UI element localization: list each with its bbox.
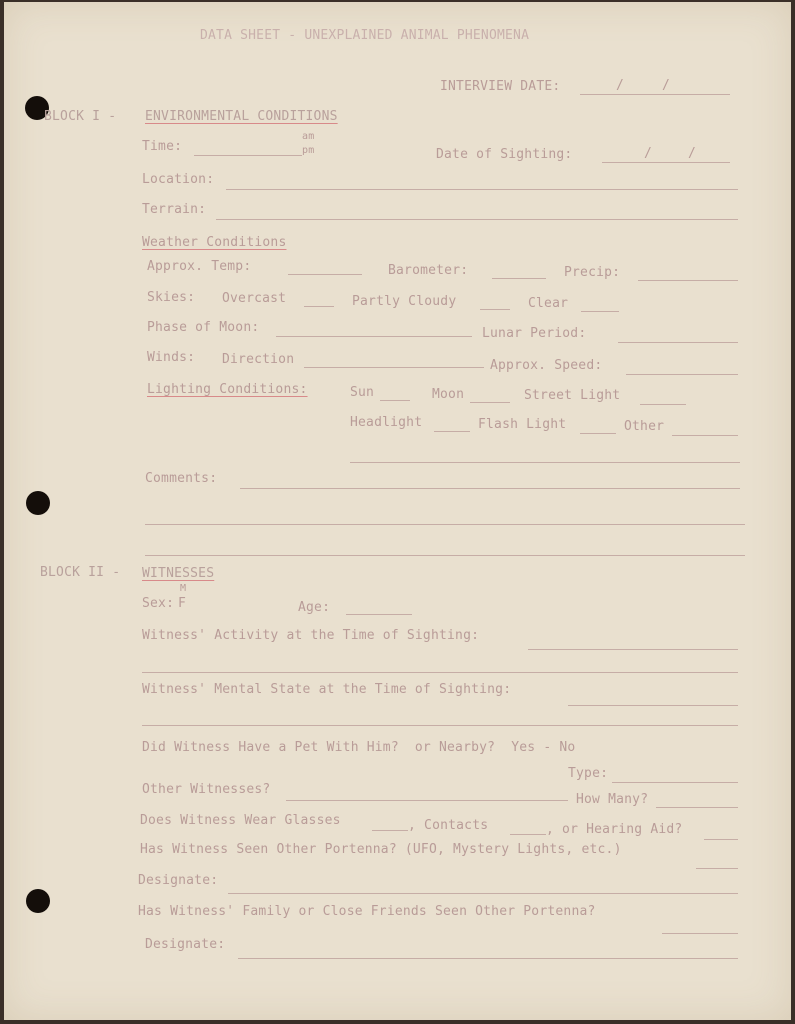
moon-field[interactable] <box>470 402 510 403</box>
designate-label-2: Designate: <box>145 937 226 952</box>
direction-field[interactable] <box>304 367 484 368</box>
pet-type-field[interactable] <box>612 782 738 783</box>
designate-label-1: Designate: <box>138 873 219 888</box>
location-label: Location: <box>142 172 215 187</box>
skies-label: Skies: <box>147 290 196 305</box>
time-am: am <box>302 131 315 142</box>
time-pm: pm <box>302 145 315 156</box>
age-label: Age: <box>298 600 331 615</box>
weather-heading: Weather Conditions <box>142 235 287 250</box>
time-field[interactable] <box>194 155 302 156</box>
partly-cloudy-label: Partly Cloudy <box>352 294 457 309</box>
block1-heading: ENVIRONMENTAL CONDITIONS <box>145 109 338 124</box>
mental-state-label: Witness' Mental State at the Time of Sighting: <box>142 682 512 697</box>
hearing-aid-field[interactable] <box>704 839 738 840</box>
age-field[interactable] <box>346 614 412 615</box>
approx-temp-field[interactable] <box>288 274 362 275</box>
sun-field[interactable] <box>380 400 410 401</box>
block1-label: BLOCK I - <box>44 109 117 124</box>
pet-type-label: Type: <box>568 766 609 781</box>
partly-cloudy-field[interactable] <box>480 309 510 310</box>
other-light-label: Other <box>624 419 665 434</box>
phase-of-moon-label: Phase of Moon: <box>147 320 260 335</box>
precip-label: Precip: <box>564 265 621 280</box>
mental-state-field-1[interactable] <box>568 705 738 706</box>
activity-field-1[interactable] <box>528 649 738 650</box>
contacts-field[interactable] <box>510 834 546 835</box>
seen-other-label: Has Witness Seen Other Portenna? (UFO, Mystery Lights, etc.) <box>140 842 622 857</box>
street-light-field[interactable] <box>640 404 686 405</box>
terrain-field[interactable] <box>216 219 738 220</box>
interview-date-label: INTERVIEW DATE: <box>440 79 561 94</box>
block2-heading: WITNESSES <box>142 566 215 581</box>
sex-label: Sex: <box>142 596 175 611</box>
lunar-period-field[interactable] <box>618 342 738 343</box>
moon-label: Moon <box>432 387 465 402</box>
location-field[interactable] <box>226 189 738 190</box>
family-seen-field[interactable] <box>662 933 738 934</box>
overcast-label: Overcast <box>222 291 287 306</box>
comments-label: Comments: <box>145 471 218 486</box>
headlight-field[interactable] <box>434 431 470 432</box>
clear-label: Clear <box>528 296 569 311</box>
terrain-label: Terrain: <box>142 202 207 217</box>
seen-other-field[interactable] <box>696 868 738 869</box>
date-of-sighting-field[interactable] <box>602 162 730 163</box>
barometer-label: Barometer: <box>388 263 469 278</box>
approx-speed-label: Approx. Speed: <box>490 358 603 373</box>
sighting-date-slash-2: / <box>688 146 697 161</box>
lighting-extra-field[interactable] <box>350 462 740 463</box>
designate-field-2[interactable] <box>238 958 738 959</box>
lighting-heading: Lighting Conditions: <box>147 382 308 397</box>
other-light-field[interactable] <box>672 435 738 436</box>
sighting-date-slash-1: / <box>644 146 653 161</box>
clear-field[interactable] <box>581 311 619 312</box>
other-witnesses-label: Other Witnesses? <box>142 782 271 797</box>
comments-field-3[interactable] <box>145 555 745 556</box>
data-sheet-page <box>4 2 791 1020</box>
time-label: Time: <box>142 139 183 154</box>
mental-state-field-2[interactable] <box>142 725 738 726</box>
pet-question-label: Did Witness Have a Pet With Him? or Nearby? Yes - No <box>142 740 576 755</box>
headlight-label: Headlight <box>350 415 423 430</box>
how-many-label: How Many? <box>576 792 649 807</box>
activity-field-2[interactable] <box>142 672 738 673</box>
flash-light-field[interactable] <box>580 433 616 434</box>
comments-field-1[interactable] <box>240 488 740 489</box>
binder-hole-middle <box>26 491 50 515</box>
comments-field-2[interactable] <box>145 524 745 525</box>
glasses-label: Does Witness Wear Glasses <box>140 813 341 828</box>
hearing-aid-label: , or Hearing Aid? <box>546 822 683 837</box>
winds-label: Winds: <box>147 350 196 365</box>
overcast-field[interactable] <box>304 306 334 307</box>
sun-label: Sun <box>350 385 375 400</box>
approx-speed-field[interactable] <box>626 374 738 375</box>
street-light-label: Street Light <box>524 388 621 403</box>
direction-label: Direction <box>222 352 295 367</box>
contacts-label: , Contacts <box>408 818 489 833</box>
family-seen-label: Has Witness' Family or Close Friends Seen Other Portenna? <box>138 904 596 919</box>
sex-f: F <box>178 596 187 611</box>
interview-date-slash-1: / <box>616 78 625 93</box>
sheet-title: DATA SHEET - UNEXPLAINED ANIMAL PHENOMENA <box>200 28 530 43</box>
approx-temp-label: Approx. Temp: <box>147 259 252 274</box>
activity-label: Witness' Activity at the Time of Sighting: <box>142 628 480 643</box>
block2-label: BLOCK II - <box>40 565 121 580</box>
precip-field[interactable] <box>638 280 738 281</box>
date-of-sighting-label: Date of Sighting: <box>436 147 573 162</box>
binder-hole-bottom <box>26 889 50 913</box>
phase-of-moon-field[interactable] <box>276 336 472 337</box>
lunar-period-label: Lunar Period: <box>482 326 587 341</box>
flash-light-label: Flash Light <box>478 417 567 432</box>
interview-date-slash-2: / <box>662 78 671 93</box>
barometer-field[interactable] <box>492 278 546 279</box>
sex-m: M <box>180 583 187 594</box>
other-witnesses-field[interactable] <box>286 800 568 801</box>
interview-date-field[interactable] <box>580 94 730 95</box>
designate-field-1[interactable] <box>228 893 738 894</box>
how-many-field[interactable] <box>656 807 738 808</box>
glasses-field[interactable] <box>372 830 408 831</box>
